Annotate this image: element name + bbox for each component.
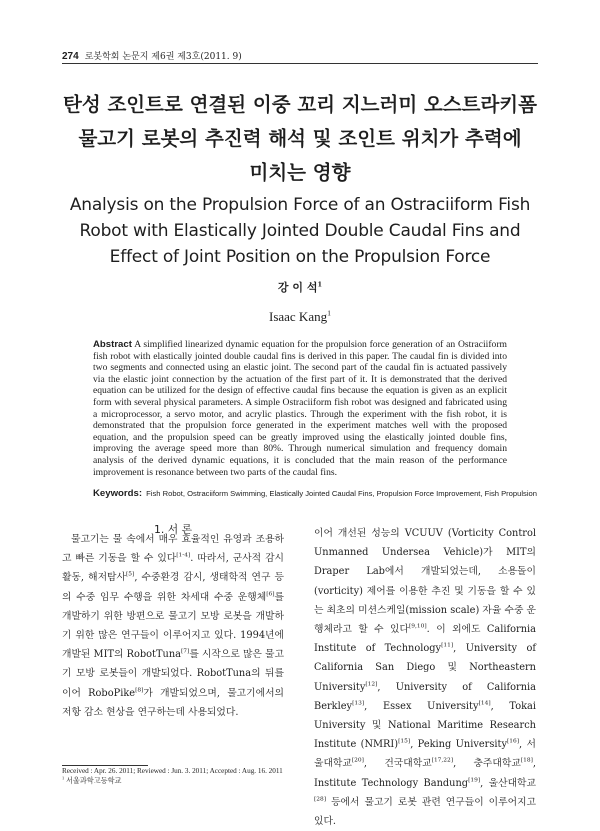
footnote-affiliation: $^1$ 서울과학고등학교 [62, 775, 122, 785]
abstract [93, 339, 507, 478]
title-english-line: Effect of Joint Position on the Propulsion Force [109, 247, 491, 267]
author-korean: 강 이 석$^1$ [277, 280, 323, 294]
abstract-label: Abstract [93, 339, 132, 350]
keywords [93, 488, 553, 500]
title-korean-line: 탄성 조인트로 연결된 이중 꼬리 지느러미 오스트라키폼 [63, 93, 537, 116]
title-english-line: Robot with Elastically Jointed Double Caudal Fins and [79, 221, 521, 241]
title-korean-line: 물고기 로봇의 추진력 해석 및 조인트 위치가 추력에 [78, 127, 522, 150]
author-english: Isaac Kang$^1$ [268, 308, 331, 324]
footnote-rule [62, 765, 148, 766]
paragraph: 이어 개선된 성능의 VCUUV (Vorticity Control Unmanned Undersea Vehicle)가 MIT의 Draper Lab에서 개발되었는데, 소용돌이(vorticity) 제어를 이용한 추진 및 기동을 할 수 있는 최초의 미션스케일(mission scale) 자율 수중 운행체라고 할 수 있다[9,10]. 이 외에도 California Institute of Technology[11], University of California San Diego 및 Northeastern University[12], University of California Berkley[13], Essex University[14], Tokai University 및 National Maritime Research Institute (NMRI)[15], Peking University[16], 서울대학교[20], 건국대학교[17,22], 충주대학교[18], Institute Technology Bandung[19], 울산대학교[28] 등에서 물고기 로봇 관련 연구들이 이루어지고 있다. [314, 528, 536, 828]
title-korean-line: 미치는 영향 [249, 161, 351, 184]
right-column [314, 524, 536, 831]
section-heading: 1. 서 론 [153, 523, 193, 536]
journal-name: 로봇학회 논문지 제6권 제3호(2011. 9) [84, 52, 242, 62]
keywords-label: Keywords: [93, 488, 143, 499]
running-header [62, 49, 542, 63]
header-rule [62, 63, 538, 64]
title-english [30, 192, 570, 270]
title-korean [40, 88, 560, 190]
footnote [62, 767, 302, 786]
keywords-text: Fish Robot, Ostraciiform Swimming, Elastically Jointed Caudal Fins, Propulsion Force Improvement, Fish Propulsion [146, 489, 537, 498]
page-number: 274 [62, 51, 79, 62]
footnote-dates: Received : Apr. 26. 2011; Reviewed : Jun. 3. 2011; Accepted : Aug. 16. 2011 [62, 767, 283, 775]
title-english-line: Analysis on the Propulsion Force of an Ostraciiform Fish [69, 195, 531, 215]
paragraph: 물고기는 물 속에서 매우 효율적인 유영과 조용하고 빠른 기동을 할 수 있다[1-4]. 따라서, 군사적 감시활동, 해저탐사[5], 수중환경 감시, 생태학적 연구 등의 수중 임무 수행을 위한 차세대 수중 운행체[6]를 개발하기 위한 방편으로 물고기 모방 로봇을 개발하기 위한 많은 연구들이 이루어지고 있다. 1994년에 개발된 MIT의 RobotTuna[7]를 시작으로 많은 물고기 모방 로봇들이 개발되었다. RobotTuna의 뒤를 이어 RoboPike[8]가 개발되었으며, 물고기에서의 저항 감소 현상을 연구하는데 사용되었다. [62, 534, 284, 718]
abstract-text: A simplified linearized dynamic equation for the propulsion force generation of an Ostraciiform fish robot with elastically jointed double caudal fins is derived in this paper. The caudal fin is divided into two segments and connected using an elastic joint. The second part of the caudal fin is actuated passively via the elastic joint connection by the actuation of the first part of it. It is demonstrated that the derived equation can be utilized for the design of effective caudal fins because the equation is given as an explicit form with several physical parameters. A simple Ostraciiform fish robot was designed and fabricated using a microprocessor, a servo motor, and acrylic plastics. Through the experiment with the fish robot, it is demonstrated that the propulsion force generated in the experiment matches well with the proposed equation, and the propulsion speed can be greatly improved using the elastically jointed double fins, improving the average speed more than 80%. Through numerical simulation and frequency domain analysis of the derived dynamic equations, it is concluded that the main reason of the performance improvement is resonance between two parts of the caudal fins. [93, 339, 507, 478]
left-column [62, 530, 284, 722]
